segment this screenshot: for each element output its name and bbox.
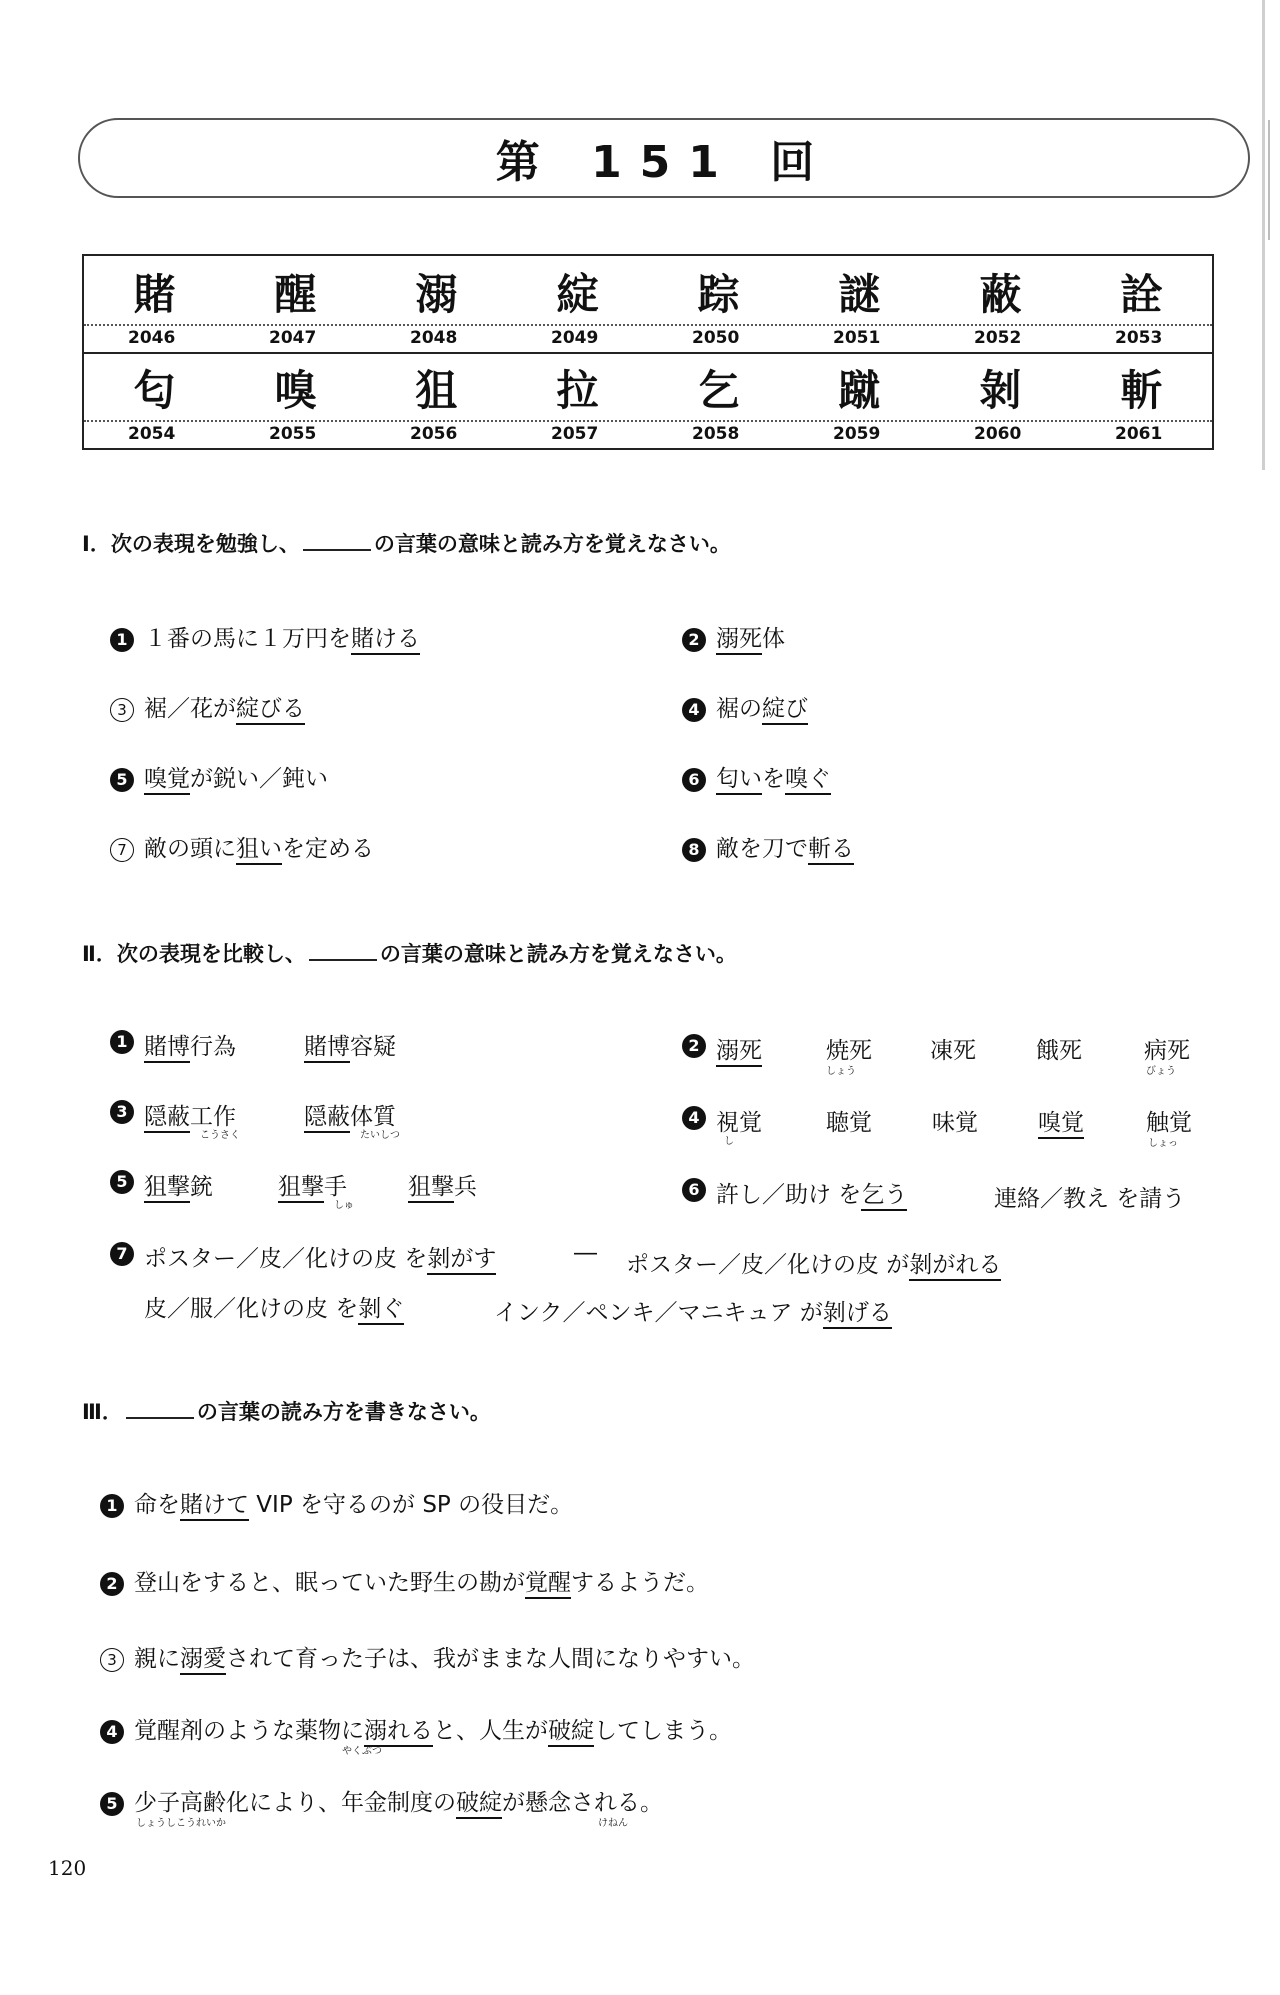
underlined-word: 狙い [236, 836, 282, 865]
kanji-number: 2047 [269, 328, 317, 348]
kanji-number: 2058 [692, 424, 740, 444]
kanji-char: 綻 [556, 270, 599, 319]
underlined-word: 賭ける [351, 626, 420, 655]
word-text: 焼死 [826, 1038, 872, 1064]
underlined-word: 狙撃 [278, 1174, 324, 1203]
s2-word [826, 1032, 872, 1065]
word-text: 餓死 [1036, 1038, 1082, 1064]
number-badge: 5 [100, 1792, 124, 1816]
heading-text: の言葉の意味と読み方を覚えなさい。 [373, 532, 731, 556]
furigana: しょうしこうれいか [136, 1818, 226, 1829]
number-badge: 7 [110, 1242, 134, 1266]
kanji-cell [225, 352, 366, 448]
number-badge: 4 [682, 698, 706, 722]
underlined-word: 剝がす [427, 1246, 496, 1275]
s2-word [1036, 1032, 1082, 1065]
kanji-cell [84, 256, 225, 352]
s2-item-2-badge [682, 1032, 716, 1058]
s2-word [930, 1032, 976, 1065]
item-text: が鋭い／鈍い [190, 766, 328, 792]
underlined-word: 隠蔽 [304, 1104, 350, 1133]
kanji-char: 乞 [697, 366, 740, 415]
em-dash: ― [574, 1240, 597, 1266]
kanji-char: 蹴 [838, 366, 881, 415]
number-badge: 6 [682, 768, 706, 792]
underlined-word: 嗅覚 [1038, 1110, 1084, 1139]
item-text: を [762, 766, 785, 792]
word-text: 容疑 [350, 1034, 396, 1060]
kanji-char: 踪 [697, 270, 740, 319]
kanji-char: 狙 [415, 366, 458, 415]
word-text: 凍死 [930, 1038, 976, 1064]
sentence-text: 少子高齢化により、年金制度の [134, 1790, 456, 1816]
s2-word [144, 1290, 404, 1323]
word-text: 連絡／教え を請う [994, 1186, 1186, 1212]
kanji-cell [648, 352, 789, 448]
s3-sentence-5 [100, 1784, 663, 1817]
s1-item-7 [110, 830, 374, 863]
underlined-word: 匂い [716, 766, 762, 795]
kanji-cell [930, 352, 1071, 448]
kanji-cell [225, 256, 366, 352]
item-text: 敵の頭に [144, 836, 236, 862]
kanji-number: 2059 [833, 424, 881, 444]
s2-word [144, 1168, 213, 1201]
number-badge: 3 [110, 698, 134, 722]
furigana: こうさく [200, 1130, 240, 1141]
s2-word [716, 1176, 907, 1209]
s2-item-7-badge [110, 1240, 144, 1266]
kanji-number: 2048 [410, 328, 458, 348]
kanji-row-2 [84, 352, 1212, 448]
kanji-cell [930, 256, 1071, 352]
s2-word [1038, 1104, 1084, 1137]
kanji-char: 匂 [133, 366, 176, 415]
s1-item-4 [682, 690, 808, 723]
word-text: 兵 [454, 1174, 477, 1200]
kanji-table [82, 254, 1214, 450]
underlined-word: 溺死 [716, 626, 762, 655]
s2-word [144, 1240, 496, 1273]
underlined-word: 嗅ぐ [785, 766, 831, 795]
s1-item-8 [682, 830, 854, 863]
page-edge-shadow-2 [1268, 120, 1270, 240]
underlined-word: 綻び [762, 696, 808, 725]
furigana: し [724, 1136, 734, 1147]
kanji-cell [789, 352, 930, 448]
page-number: 120 [48, 1856, 87, 1880]
sentence-text: 命を [134, 1492, 180, 1518]
kanji-cell [507, 352, 648, 448]
number-badge: 2 [682, 1034, 706, 1058]
furigana: びょう [1146, 1066, 1176, 1077]
underlined-word: 乞う [861, 1182, 907, 1211]
s3-sentence-3 [100, 1640, 755, 1673]
heading-text: の言葉の読み方を書きなさい。 [196, 1400, 491, 1424]
number-badge: 4 [682, 1106, 706, 1130]
s2-word [494, 1294, 892, 1327]
kanji-number: 2046 [128, 328, 176, 348]
s2-item-1-badge [110, 1028, 144, 1054]
blank-line [126, 1417, 194, 1419]
word-text: 銃 [190, 1174, 213, 1200]
s2-word [1146, 1104, 1192, 1137]
s1-item-6 [682, 760, 831, 793]
underlined-word: 溺死 [716, 1038, 762, 1067]
section-1-heading [82, 528, 731, 558]
kanji-number: 2049 [551, 328, 599, 348]
kanji-number: 2050 [692, 328, 740, 348]
kanji-number: 2051 [833, 328, 881, 348]
kanji-char: 賭 [133, 270, 176, 319]
item-text: 敵を刀で [716, 836, 808, 862]
sentence-text: が懸念される。 [502, 1790, 663, 1816]
kanji-cell [1071, 256, 1212, 352]
sentence-text: 覚醒剤のような薬物に [134, 1718, 364, 1744]
kanji-number: 2057 [551, 424, 599, 444]
word-text: 工作 [190, 1104, 236, 1130]
furigana: しょっ [1148, 1138, 1178, 1149]
word-text: 聴覚 [826, 1110, 872, 1136]
s2-word [932, 1104, 978, 1137]
underlined-word: 狙撃 [144, 1174, 190, 1203]
sentence-text: 親に [134, 1646, 180, 1672]
kanji-number: 2060 [974, 424, 1022, 444]
number-badge: 1 [110, 628, 134, 652]
sentence-text: してしまう。 [594, 1718, 732, 1744]
s2-word [994, 1180, 1185, 1213]
underlined-word: 溺れる [364, 1718, 433, 1747]
underlined-word: 溺愛 [180, 1646, 226, 1675]
kanji-number: 2056 [410, 424, 458, 444]
item-text: 裾の [716, 696, 762, 722]
word-text: 手 [324, 1174, 347, 1200]
item-text: を定める [282, 836, 374, 862]
word-text: インク／ペンキ／マニキュア が [494, 1300, 823, 1326]
word-text: ポスター／皮／化けの皮 を [144, 1246, 428, 1272]
number-badge: 3 [100, 1648, 124, 1672]
dotted-divider [84, 420, 1212, 422]
kanji-char: 剝 [979, 366, 1022, 415]
s1-item-3 [110, 690, 305, 723]
underlined-word: 綻びる [236, 696, 305, 725]
underlined-word: 隠蔽 [144, 1104, 190, 1133]
furigana: しょう [826, 1066, 856, 1077]
number-badge: 1 [110, 1030, 134, 1054]
s2-word [1144, 1032, 1190, 1065]
number-badge: 7 [110, 838, 134, 862]
item-text: 裾／花が [144, 696, 236, 722]
heading-text: Ⅰ．次の表現を勉強し、 [82, 532, 300, 556]
furigana: しゅ [334, 1200, 354, 1211]
underlined-word: 斬る [808, 836, 854, 865]
furigana: けねん [598, 1818, 628, 1829]
kanji-number: 2053 [1115, 328, 1163, 348]
word-text: 病死 [1144, 1038, 1190, 1064]
number-badge: 2 [682, 628, 706, 652]
kanji-cell [507, 256, 648, 352]
number-badge: 5 [110, 768, 134, 792]
kanji-cell [789, 256, 930, 352]
s2-item-6-badge [682, 1176, 716, 1202]
word-text: 触覚 [1146, 1110, 1192, 1136]
underlined-word: 嗅覚 [144, 766, 190, 795]
word-text: 体質 [350, 1104, 396, 1130]
word-text: 味覚 [932, 1110, 978, 1136]
kanji-cell [648, 256, 789, 352]
s2-item-4-badge [682, 1104, 716, 1130]
kanji-char: 斬 [1120, 366, 1163, 415]
kanji-number: 2052 [974, 328, 1022, 348]
kanji-char: 嗅 [274, 366, 317, 415]
s2-item-5-badge [110, 1168, 144, 1194]
kanji-cell [366, 352, 507, 448]
s2-word [826, 1104, 872, 1137]
number-badge: 6 [682, 1178, 706, 1202]
number-badge: 4 [100, 1720, 124, 1744]
kanji-char: 蔽 [979, 270, 1022, 319]
furigana: やくぶつ [342, 1746, 382, 1757]
kanji-number: 2061 [1115, 424, 1163, 444]
kanji-number: 2055 [269, 424, 317, 444]
s1-item-2 [682, 620, 785, 653]
word-text: 行為 [190, 1034, 236, 1060]
sentence-text: VIP を守るのが SP の役目だ。 [249, 1492, 574, 1518]
underlined-word: 剝がれる [909, 1252, 1001, 1281]
number-badge: 1 [100, 1494, 124, 1518]
underlined-word: 狙撃 [408, 1174, 454, 1203]
kanji-char: 醒 [274, 270, 317, 319]
word-text: ポスター／皮／化けの皮 が [626, 1252, 910, 1278]
item-text: 体 [762, 626, 785, 652]
kanji-char: 詮 [1120, 270, 1163, 319]
kanji-char: 拉 [556, 366, 599, 415]
s2-item-3-badge [110, 1098, 144, 1124]
sentence-text: されて育った子は、我がままな人間になりやすい。 [226, 1646, 755, 1672]
sentence-text: 登山をすると、眠っていた野生の勘が [134, 1570, 525, 1596]
underlined-word: 破綻 [548, 1718, 594, 1747]
lesson-title-banner [78, 118, 1250, 198]
s2-word [716, 1032, 762, 1065]
heading-text: Ⅱ．次の表現を比較し、 [82, 942, 306, 966]
heading-text: Ⅲ． [82, 1400, 123, 1424]
number-badge: 8 [682, 838, 706, 862]
number-badge: 2 [100, 1572, 124, 1596]
underlined-word: 破綻 [456, 1790, 502, 1819]
s2-word [626, 1246, 1001, 1279]
blank-line [303, 549, 371, 551]
kanji-cell [366, 256, 507, 352]
s2-word [144, 1028, 236, 1061]
word-text: 視覚 [716, 1110, 762, 1136]
sentence-text: と、人生が [433, 1718, 548, 1744]
heading-text: の言葉の意味と読み方を覚えなさい。 [379, 942, 737, 966]
kanji-char: 謎 [838, 270, 881, 319]
underlined-word: 覚醒 [525, 1570, 571, 1599]
underlined-word: 賭博 [304, 1034, 350, 1063]
s3-sentence-2 [100, 1564, 709, 1597]
s3-sentence-4 [100, 1712, 732, 1745]
lesson-title: 第 151 回 [495, 137, 833, 188]
s2-word [716, 1104, 762, 1137]
word-text: 許し／助け を [716, 1182, 862, 1208]
kanji-char: 溺 [415, 270, 458, 319]
blank-line [309, 959, 377, 961]
kanji-number: 2054 [128, 424, 176, 444]
section-2-heading [82, 938, 737, 968]
s1-item-1 [110, 620, 420, 653]
s1-item-5 [110, 760, 328, 793]
kanji-cell [1071, 352, 1212, 448]
s2-word [304, 1028, 396, 1061]
item-text: １番の馬に１万円を [144, 626, 351, 652]
kanji-cell [84, 352, 225, 448]
underlined-word: 剝げる [823, 1300, 892, 1329]
underlined-word: 賭博 [144, 1034, 190, 1063]
furigana: たいしつ [360, 1130, 400, 1141]
underlined-word: 剝ぐ [358, 1296, 404, 1325]
number-badge: 5 [110, 1170, 134, 1194]
word-text: 皮／服／化けの皮 を [144, 1296, 359, 1322]
s3-sentence-1 [100, 1486, 573, 1519]
section-3-heading [82, 1396, 491, 1426]
number-badge: 3 [110, 1100, 134, 1124]
sentence-text: するようだ。 [571, 1570, 709, 1596]
underlined-word: 賭けて [180, 1492, 249, 1521]
page-edge-shadow [1262, 0, 1265, 470]
kanji-row-1 [84, 256, 1212, 354]
dotted-divider [84, 324, 1212, 326]
s2-word [408, 1168, 477, 1201]
